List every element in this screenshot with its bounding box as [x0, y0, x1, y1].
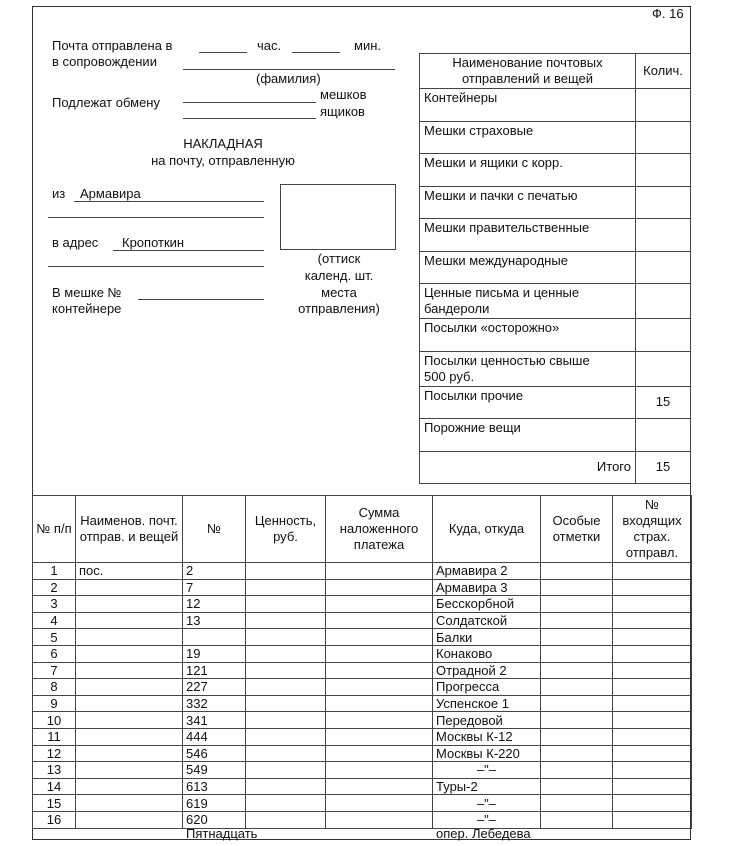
row-item-name[interactable]	[76, 811, 183, 828]
row-num: 13	[33, 762, 76, 779]
summary-total-label: Итого	[420, 451, 636, 484]
row-cod[interactable]	[326, 778, 433, 795]
row-value[interactable]	[246, 795, 326, 812]
row-item-no[interactable]: 341	[183, 712, 246, 729]
row-value[interactable]	[246, 679, 326, 696]
row-cod[interactable]	[326, 728, 433, 745]
operator-signature: опер. Лебедева	[436, 826, 531, 841]
summary-row-name: Посылки прочие	[420, 386, 636, 419]
summary-row-qty[interactable]	[636, 351, 691, 386]
to-underline	[113, 250, 264, 251]
row-destination[interactable]: –"–	[433, 811, 541, 828]
row-num: 9	[33, 695, 76, 712]
row-destination[interactable]: Армавира 3	[433, 579, 541, 596]
row-value[interactable]	[246, 712, 326, 729]
row-item-no[interactable]: 620	[183, 811, 246, 828]
row-notes[interactable]	[541, 795, 613, 812]
row-item-no[interactable]: 332	[183, 695, 246, 712]
summary-row-qty[interactable]	[636, 89, 691, 122]
row-num: 14	[33, 778, 76, 795]
row-item-name[interactable]	[76, 762, 183, 779]
row-cod[interactable]	[326, 579, 433, 596]
col-header-where: Куда, откуда	[433, 496, 541, 563]
row-cod[interactable]	[326, 645, 433, 662]
row-incoming[interactable]	[613, 762, 692, 779]
row-incoming[interactable]	[613, 629, 692, 646]
row-notes[interactable]	[541, 645, 613, 662]
row-item-name[interactable]	[76, 662, 183, 679]
row-destination[interactable]: Балки	[433, 629, 541, 646]
summary-row-qty[interactable]	[636, 219, 691, 252]
row-cod[interactable]	[326, 563, 433, 580]
row-incoming[interactable]	[613, 811, 692, 828]
row-value[interactable]	[246, 579, 326, 596]
row-item-name[interactable]	[76, 596, 183, 613]
row-incoming[interactable]	[613, 679, 692, 696]
col-header-cod: Сумма наложенного платежа	[326, 496, 433, 563]
from-label: из	[52, 186, 66, 201]
table-row	[33, 811, 692, 828]
row-num: 16	[33, 811, 76, 828]
col-header-no: №	[183, 496, 246, 563]
row-num: 8	[33, 679, 76, 696]
row-item-no[interactable]: 19	[183, 645, 246, 662]
row-value[interactable]	[246, 612, 326, 629]
row-cod[interactable]	[326, 629, 433, 646]
col-header-value: Ценность, руб.	[246, 496, 326, 563]
row-notes[interactable]	[541, 629, 613, 646]
row-item-no[interactable]: 549	[183, 762, 246, 779]
hours-label: час.	[257, 38, 282, 53]
row-incoming[interactable]	[613, 712, 692, 729]
summary-row-name: Мешки страховые	[420, 121, 636, 154]
stamp-caption-line2: календ. шт.	[304, 268, 374, 283]
row-num: 10	[33, 712, 76, 729]
summary-total-value[interactable]: 15	[636, 451, 691, 484]
row-notes[interactable]	[541, 596, 613, 613]
table-row	[33, 695, 692, 712]
summary-row-qty[interactable]	[636, 284, 691, 319]
row-notes[interactable]	[541, 712, 613, 729]
row-value[interactable]	[246, 645, 326, 662]
row-num: 15	[33, 795, 76, 812]
row-incoming[interactable]	[613, 795, 692, 812]
col-header-name: Наименов. почт. отправ. и вещей	[76, 496, 183, 563]
row-value[interactable]	[246, 778, 326, 795]
row-cod[interactable]	[326, 596, 433, 613]
row-incoming[interactable]	[613, 596, 692, 613]
row-item-no[interactable]: 444	[183, 728, 246, 745]
row-item-name[interactable]	[76, 645, 183, 662]
col-header-num: № п/п	[33, 496, 76, 563]
bags-label: мешков	[320, 87, 367, 102]
stamp-box	[280, 184, 396, 250]
table-row	[33, 662, 692, 679]
summary-row	[420, 251, 691, 284]
table-row	[33, 778, 692, 795]
row-incoming[interactable]	[613, 745, 692, 762]
table-row	[33, 612, 692, 629]
row-item-no[interactable]: 12	[183, 596, 246, 613]
summary-row	[420, 351, 691, 386]
document-title: НАКЛАДНАЯ	[183, 136, 263, 151]
row-destination[interactable]: Успенское 1	[433, 695, 541, 712]
escort-label: в сопровождении	[52, 54, 157, 69]
row-destination[interactable]: Бесскорбной	[433, 596, 541, 613]
row-num: 3	[33, 596, 76, 613]
table-row	[33, 579, 692, 596]
row-cod[interactable]	[326, 795, 433, 812]
row-value[interactable]	[246, 662, 326, 679]
row-item-no[interactable]: 7	[183, 579, 246, 596]
row-item-name[interactable]	[76, 778, 183, 795]
table-row	[33, 728, 692, 745]
table-row	[33, 745, 692, 762]
summary-row-name: Мешки международные	[420, 251, 636, 284]
stamp-caption-line1: (оттиск	[317, 251, 361, 266]
row-value[interactable]	[246, 596, 326, 613]
row-notes[interactable]	[541, 695, 613, 712]
row-value[interactable]	[246, 629, 326, 646]
table-row	[33, 679, 692, 696]
sent-label: Почта отправлена в	[52, 38, 173, 53]
summary-row-qty[interactable]	[636, 154, 691, 187]
from-underline	[74, 201, 264, 202]
row-destination[interactable]: Передовой	[433, 712, 541, 729]
row-destination[interactable]: –"–	[433, 762, 541, 779]
row-cod[interactable]	[326, 762, 433, 779]
row-notes[interactable]	[541, 778, 613, 795]
summary-header-qty: Колич.	[636, 54, 691, 89]
row-incoming[interactable]	[613, 778, 692, 795]
minutes-field[interactable]	[292, 52, 340, 53]
hours-field[interactable]	[199, 52, 247, 53]
row-destination[interactable]: Москвы К-12	[433, 728, 541, 745]
boxes-count-field[interactable]	[183, 118, 316, 119]
container-label: контейнере	[52, 301, 122, 316]
row-notes[interactable]	[541, 679, 613, 696]
table-row	[33, 795, 692, 812]
row-num: 4	[33, 612, 76, 629]
stamp-caption-line4: отправления)	[298, 301, 380, 316]
summary-row-qty[interactable]	[636, 121, 691, 154]
row-destination[interactable]: Конаково	[433, 645, 541, 662]
items-table	[32, 495, 692, 829]
row-value[interactable]	[246, 695, 326, 712]
summary-row-qty[interactable]	[636, 186, 691, 219]
summary-row	[420, 386, 691, 419]
row-num: 2	[33, 579, 76, 596]
total-in-words: Пятнадцать	[186, 826, 258, 841]
row-destination[interactable]: Москвы К-220	[433, 745, 541, 762]
row-incoming[interactable]	[613, 563, 692, 580]
summary-row-qty[interactable]	[636, 319, 691, 352]
to-label: в адрес	[52, 235, 99, 250]
row-item-name[interactable]: пос.	[76, 563, 183, 580]
table-row	[33, 645, 692, 662]
summary-row-name: Мешки и пачки с печатью	[420, 186, 636, 219]
row-notes[interactable]	[541, 579, 613, 596]
row-item-name[interactable]	[76, 612, 183, 629]
summary-row	[420, 219, 691, 252]
summary-row-name: Посылки «осторожно»	[420, 319, 636, 352]
row-cod[interactable]	[326, 712, 433, 729]
row-destination[interactable]: Туры-2	[433, 778, 541, 795]
from-extra-line	[48, 217, 264, 218]
row-value[interactable]	[246, 811, 326, 828]
row-notes[interactable]	[541, 563, 613, 580]
form-number: Ф. 16	[652, 6, 684, 21]
row-item-no[interactable]: 227	[183, 679, 246, 696]
col-header-notes: Особые отметки	[541, 496, 613, 563]
row-num: 12	[33, 745, 76, 762]
row-notes[interactable]	[541, 612, 613, 629]
to-extra-line	[48, 266, 264, 267]
row-cod[interactable]	[326, 662, 433, 679]
summary-row-name: Контейнеры	[420, 89, 636, 122]
row-num: 6	[33, 645, 76, 662]
row-value[interactable]	[246, 762, 326, 779]
row-cod[interactable]	[326, 745, 433, 762]
boxes-label: ящиков	[320, 104, 365, 119]
row-item-name[interactable]	[76, 579, 183, 596]
row-item-no[interactable]: 2	[183, 563, 246, 580]
row-incoming[interactable]	[613, 728, 692, 745]
summary-row	[420, 89, 691, 122]
summary-row	[420, 284, 691, 319]
row-item-no[interactable]: 121	[183, 662, 246, 679]
row-item-name[interactable]	[76, 629, 183, 646]
row-item-name[interactable]	[76, 712, 183, 729]
row-notes[interactable]	[541, 745, 613, 762]
summary-row-name: Посылки ценностью свыше 500 руб.	[420, 351, 636, 386]
summary-row	[420, 186, 691, 219]
row-destination[interactable]: Отрадной 2	[433, 662, 541, 679]
row-cod[interactable]	[326, 679, 433, 696]
row-value[interactable]	[246, 563, 326, 580]
row-value[interactable]	[246, 745, 326, 762]
summary-row	[420, 419, 691, 452]
document-subtitle: на почту, отправленную	[151, 153, 295, 168]
row-item-no[interactable]: 546	[183, 745, 246, 762]
bag-number-field[interactable]	[138, 299, 264, 300]
row-item-name[interactable]	[76, 728, 183, 745]
row-incoming[interactable]	[613, 612, 692, 629]
exchange-label: Подлежат обмену	[52, 95, 160, 110]
row-incoming[interactable]	[613, 645, 692, 662]
row-item-no[interactable]: 619	[183, 795, 246, 812]
summary-row-qty[interactable]	[636, 251, 691, 284]
row-cod[interactable]	[326, 811, 433, 828]
summary-row	[420, 319, 691, 352]
row-item-no[interactable]: 13	[183, 612, 246, 629]
row-num: 5	[33, 629, 76, 646]
row-num: 11	[33, 728, 76, 745]
row-incoming[interactable]	[613, 695, 692, 712]
surname-caption: (фамилия)	[256, 71, 321, 86]
row-item-name[interactable]	[76, 745, 183, 762]
table-row	[33, 563, 692, 580]
row-notes[interactable]	[541, 811, 613, 828]
summary-row-name: Порожние вещи	[420, 419, 636, 452]
row-cod[interactable]	[326, 695, 433, 712]
row-incoming[interactable]	[613, 579, 692, 596]
summary-row-qty[interactable]: 15	[636, 386, 691, 419]
summary-row	[420, 121, 691, 154]
col-header-incoming: № входящих страх. отправл.	[613, 496, 692, 563]
summary-row-name: Мешки и ящики с корр.	[420, 154, 636, 187]
table-row	[33, 629, 692, 646]
row-destination[interactable]: Армавира 2	[433, 563, 541, 580]
row-destination[interactable]: Солдатской	[433, 612, 541, 629]
summary-row-name: Мешки правительственные	[420, 219, 636, 252]
row-item-name[interactable]	[76, 795, 183, 812]
summary-row-name: Ценные письма и ценные бандероли	[420, 284, 636, 319]
row-notes[interactable]	[541, 728, 613, 745]
bags-count-field[interactable]	[183, 102, 316, 103]
row-item-name[interactable]	[76, 695, 183, 712]
summary-row-qty[interactable]	[636, 419, 691, 452]
row-item-name[interactable]	[76, 679, 183, 696]
minutes-label: мин.	[354, 38, 381, 53]
row-num: 1	[33, 563, 76, 580]
row-value[interactable]	[246, 728, 326, 745]
row-destination[interactable]: Прогресса	[433, 679, 541, 696]
table-row	[33, 596, 692, 613]
bag-number-label: В мешке №	[52, 285, 122, 300]
summary-row	[420, 154, 691, 187]
to-value[interactable]: Кропоткин	[122, 235, 185, 250]
escort-surname-field[interactable]	[183, 69, 395, 70]
row-num: 7	[33, 662, 76, 679]
row-notes[interactable]	[541, 662, 613, 679]
row-incoming[interactable]	[613, 662, 692, 679]
row-item-no[interactable]: 613	[183, 778, 246, 795]
row-notes[interactable]	[541, 762, 613, 779]
table-row	[33, 762, 692, 779]
from-value[interactable]: Армавира	[80, 186, 141, 201]
row-item-no[interactable]	[183, 629, 246, 646]
table-row	[33, 712, 692, 729]
summary-total-row	[420, 451, 691, 484]
row-cod[interactable]	[326, 612, 433, 629]
summary-header-name: Наименование почтовых отправлений и вещей	[420, 54, 636, 89]
summary-table	[419, 53, 691, 484]
row-destination[interactable]: –"–	[433, 795, 541, 812]
table-header-row	[33, 496, 692, 563]
stamp-caption-line3: места	[321, 285, 357, 300]
